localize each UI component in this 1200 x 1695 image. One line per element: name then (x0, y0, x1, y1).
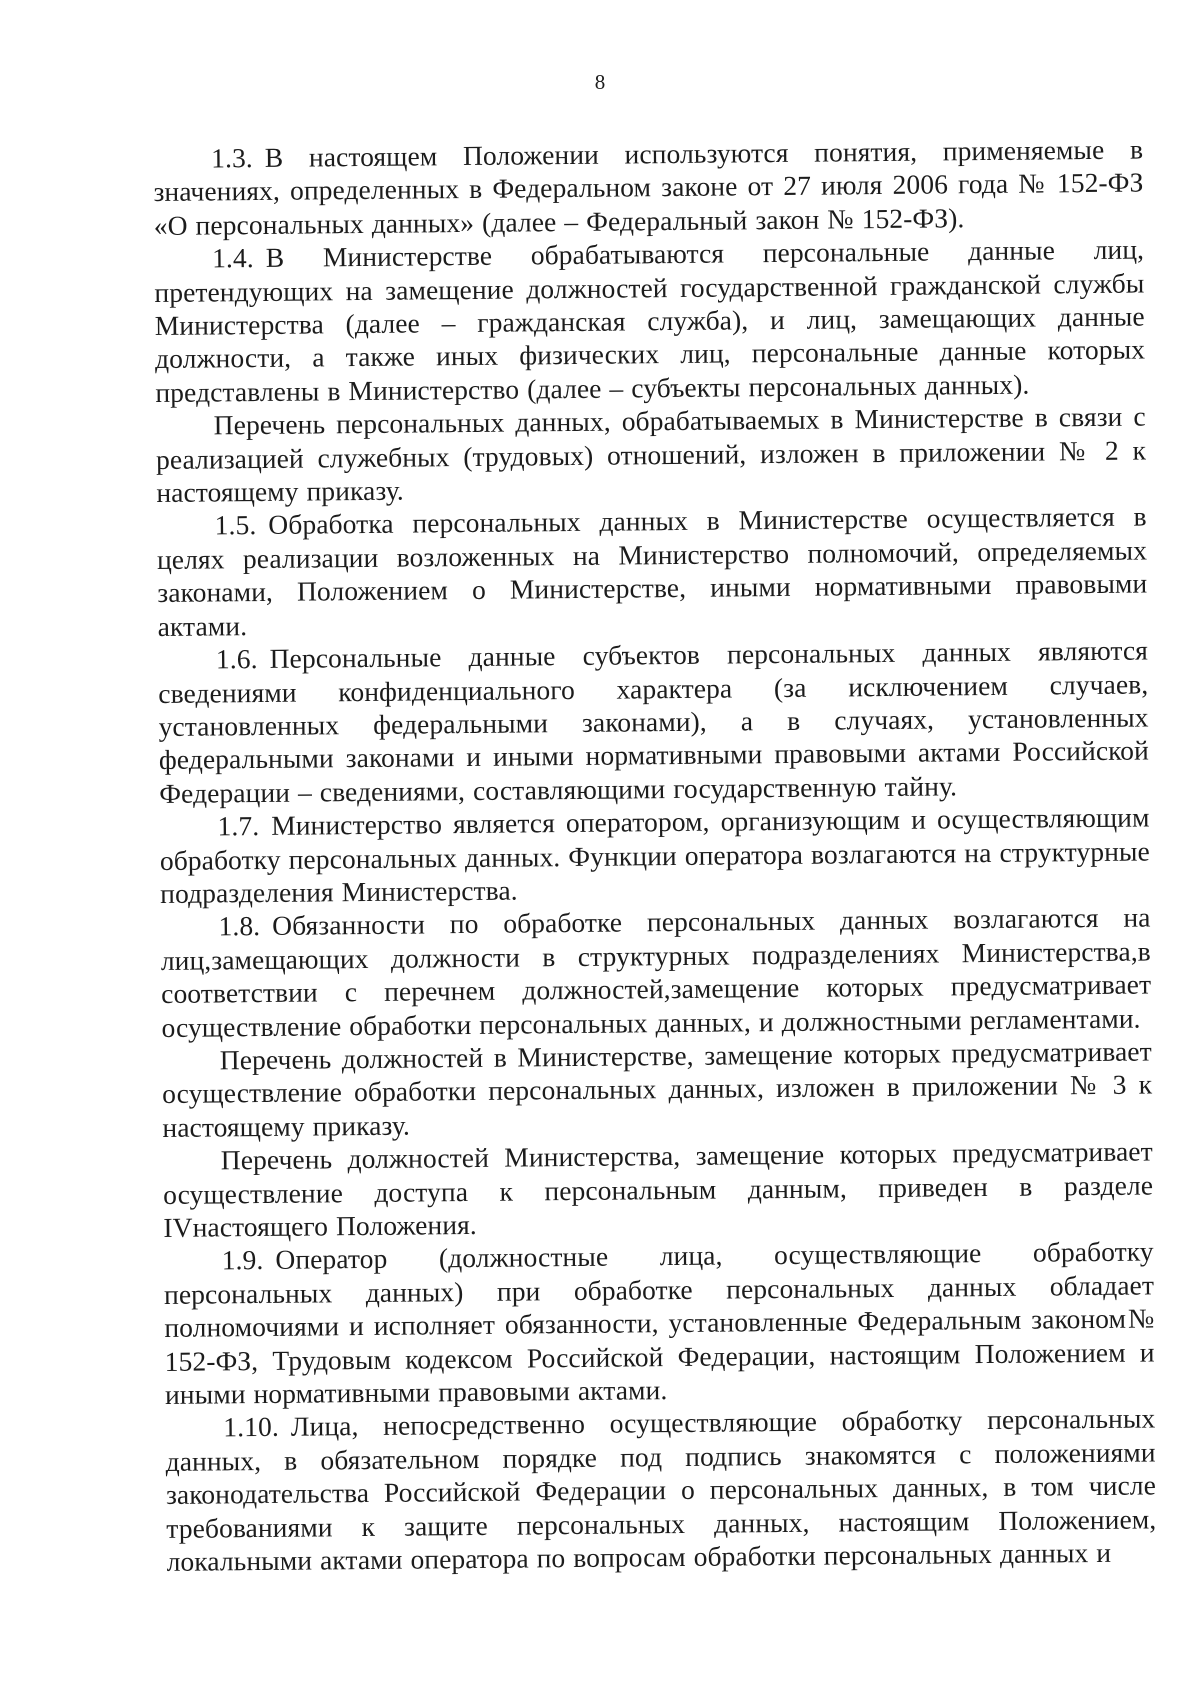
document-body (153, 132, 1157, 1578)
paragraph-text: В Министерстве обрабатываются персональные данные лиц, претендующих на замещение должностей государственной гражданской службы Министерства (далее – гражданская служба), и лиц, замещающих данные должности, а также иных физических лиц, персональные данные которых представлены в Министерство (далее – субъекты персональных данных). (154, 233, 1146, 408)
paragraph-text: Перечень персональных данных, обрабатываемых в Министерстве в связи с реализацией служебных (трудовых) отношений, изложен в приложении № 2 к настоящему приказу. (155, 400, 1147, 509)
paragraph-text: Обработка персональных данных в Министерстве осуществляется в целях реализации возложенных на Министерство полномочий, определяемых законами, Положением о Министерстве, иными нормативными правовыми актами. (156, 500, 1148, 642)
paragraph-1-8 (160, 901, 1151, 1044)
paragraph-number: 1.9. (221, 1244, 264, 1276)
paragraph-number: 1.10. (223, 1411, 279, 1443)
paragraph-text: Лица, непосредственно осуществляющие обработку персональных данных, в обязательном порядке под подпись знакомятся с положениями законодательства Российской Федерации о персональных данных, в том числе требованиями к защите персональных данных, настоящим Положением, локальными актами оператора по вопросам обработки персональных данных и (165, 1402, 1157, 1577)
paragraph-number: 1.6. (215, 643, 258, 675)
paragraph-1-10 (165, 1402, 1157, 1579)
paragraph-1-8-access-note (163, 1135, 1154, 1245)
paragraph-1-6 (158, 634, 1150, 811)
paragraph-1-7 (159, 801, 1150, 911)
paragraph-text: В настоящем Положении используются понятия, применяемые в значениях, определенных в Федеральном законе от 27 июля 2006 года № 152-ФЗ «О персональных данных» (далее – Федеральный закон № 152-ФЗ). (153, 133, 1144, 241)
paragraph-text: Перечень должностей Министерства, замещение которых предусматривает осуществление доступа к персональным данным, приведен в разделе IVнастоящего Положения. (162, 1135, 1154, 1243)
paragraph-text: Обязанности по обработке персональных данных возлагаются на лиц,замещающих должности в структурных подразделениях Министерства,в соответствии с перечнем должностей,замещение которых предусматривает осуществление обработки персональных данных, и должностными регламентами. (160, 901, 1152, 1043)
paragraph-number: 1.3. (211, 142, 253, 174)
paragraph-number: 1.7. (217, 810, 260, 842)
paragraph-1-4 (154, 233, 1146, 410)
paragraph-text: Министерство является оператором, организующим и осуществляющим обработку персональных данных. Функции оператора возлагаются на структурные подразделения Министерства. (159, 801, 1150, 909)
paragraph-text: Перечень должностей в Министерстве, замещение которых предусматривает осуществление обработки персональных данных, изложен в приложении № 3 к настоящему приказу. (161, 1035, 1153, 1143)
paragraph-number: 1.8. (218, 910, 261, 942)
paragraph-text: Оператор (должностные лица, осуществляющие обработку персональных данных) при обработке персональных данных обладает полномочиями и исполняет обязанности, установленные Федеральным законом№ 152-ФЗ, Трудовым кодексом Российской Федерации, настоящим Положением и иными нормативными правовыми актами. (163, 1235, 1155, 1410)
paragraph-number: 1.5. (214, 509, 257, 541)
page-number: 8 (594, 70, 606, 94)
paragraph-1-5 (157, 500, 1148, 643)
paragraph-1-9 (164, 1235, 1156, 1412)
paragraph-1-8-list-note (162, 1034, 1153, 1144)
paragraph-1-3 (153, 132, 1144, 242)
paragraph-text: Персональные данные субъектов персональных данных являются сведениями конфиденциального характера (за исключением случаев, установленных федеральными законами), а в случаях, установленных федеральными законами и иными нормативными правовыми актами Российской Федерации – сведениями, составляющими государственную тайну. (158, 634, 1150, 809)
paragraph-number: 1.4. (211, 242, 254, 274)
paragraph-1-4-list-note (156, 400, 1147, 510)
